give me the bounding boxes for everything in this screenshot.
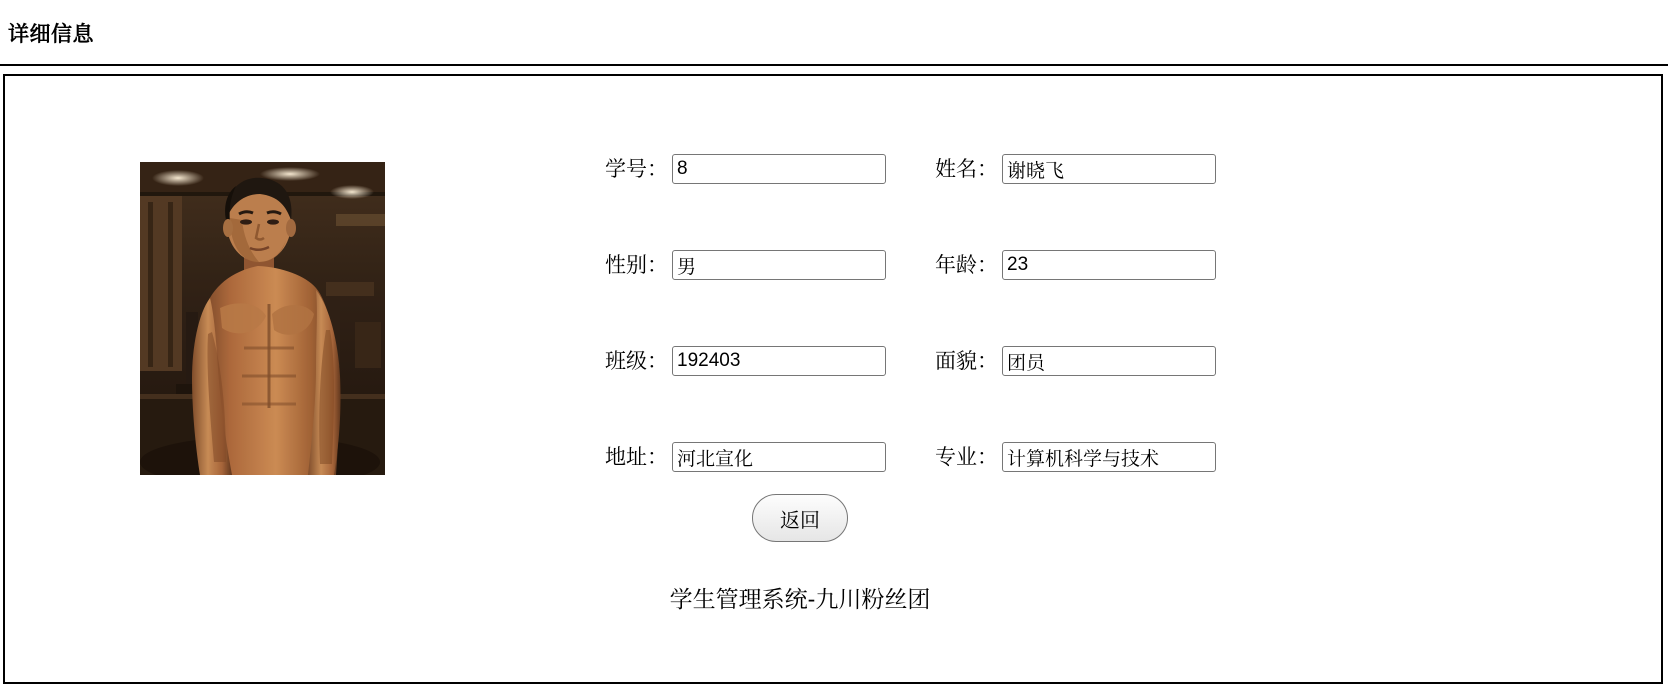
input-name[interactable] (1002, 154, 1216, 184)
student-photo-image (140, 162, 385, 475)
input-gender[interactable] (672, 250, 886, 280)
field-label-name: 姓名： (935, 157, 998, 181)
back-button[interactable]: 返回 (752, 494, 848, 542)
input-address[interactable] (672, 442, 886, 472)
input-age[interactable] (1002, 250, 1216, 280)
field-student-id (605, 154, 886, 184)
field-gender (605, 250, 886, 280)
footer-note (5, 581, 1665, 614)
field-political-status (935, 346, 1216, 376)
field-label-class: 班级： (605, 349, 668, 373)
input-major[interactable] (1002, 442, 1216, 472)
student-photo (140, 162, 385, 475)
field-address (605, 442, 886, 472)
page-header (0, 0, 1668, 66)
field-age (935, 250, 1216, 280)
field-class (605, 346, 886, 376)
input-student-id[interactable] (672, 154, 886, 184)
form-row-4 (605, 442, 1265, 538)
field-name (935, 154, 1216, 184)
field-label-political-status: 面貌： (935, 349, 998, 373)
field-label-student-id: 学号： (605, 157, 668, 181)
student-detail-form (605, 154, 1265, 538)
input-class[interactable] (672, 346, 886, 376)
input-political-status[interactable] (1002, 346, 1216, 376)
field-label-address: 地址： (605, 445, 668, 469)
footer-note-text: 学生管理系统-九川粉丝团 (669, 586, 931, 612)
field-label-gender: 性别： (605, 253, 668, 277)
form-row-1 (605, 154, 1265, 250)
field-label-age: 年龄： (935, 253, 998, 277)
detail-panel (3, 74, 1663, 684)
field-major (935, 442, 1216, 472)
form-row-3 (605, 346, 1265, 442)
form-row-2 (605, 250, 1265, 346)
field-label-major: 专业： (935, 445, 998, 469)
page-title: 详细信息 (8, 23, 94, 46)
